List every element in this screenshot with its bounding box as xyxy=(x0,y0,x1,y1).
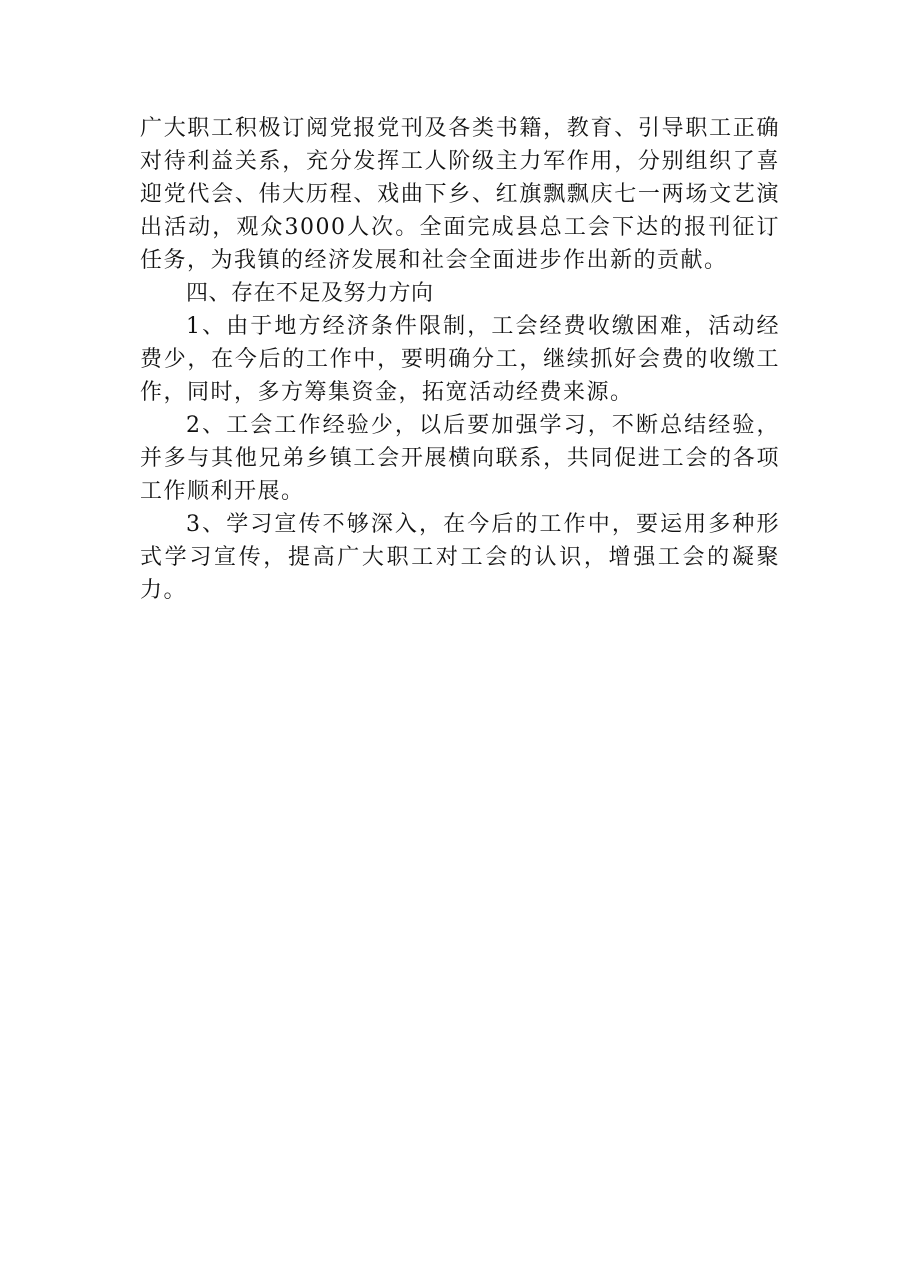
body-paragraph: 广大职工积极订阅党报党刊及各类书籍，教育、引导职工正确对待利益关系，充分发挥工人阶级主力军作用，分别组织了喜迎党代会、伟大历程、戏曲下乡、红旗飘飘庆七一两场文艺演出活动，观众3000人次。全面完成县总工会下达的报刊征订任务，为我镇的经济发展和社会全面进步作出新的贡献。 xyxy=(140,116,780,273)
list-item-2: 2、工会工作经验少，以后要加强学习，不断总结经验，并多与其他兄弟乡镇工会开展横向联系，共同促进工会的各项工作顺利开展。 xyxy=(140,413,780,504)
list-item-1: 1、由于地方经济条件限制，工会经费收缴困难，活动经费少，在今后的工作中，要明确分工，继续抓好会费的收缴工作，同时，多方筹集资金，拓宽活动经费来源。 xyxy=(140,314,780,405)
section-heading: 四、存在不足及努力方向 xyxy=(186,281,434,306)
list-item-3: 3、学习宣传不够深入，在今后的工作中，要运用多种形式学习宣传，提高广大职工对工会的认识，增强工会的凝聚力。 xyxy=(140,512,780,603)
document-body xyxy=(140,112,780,607)
